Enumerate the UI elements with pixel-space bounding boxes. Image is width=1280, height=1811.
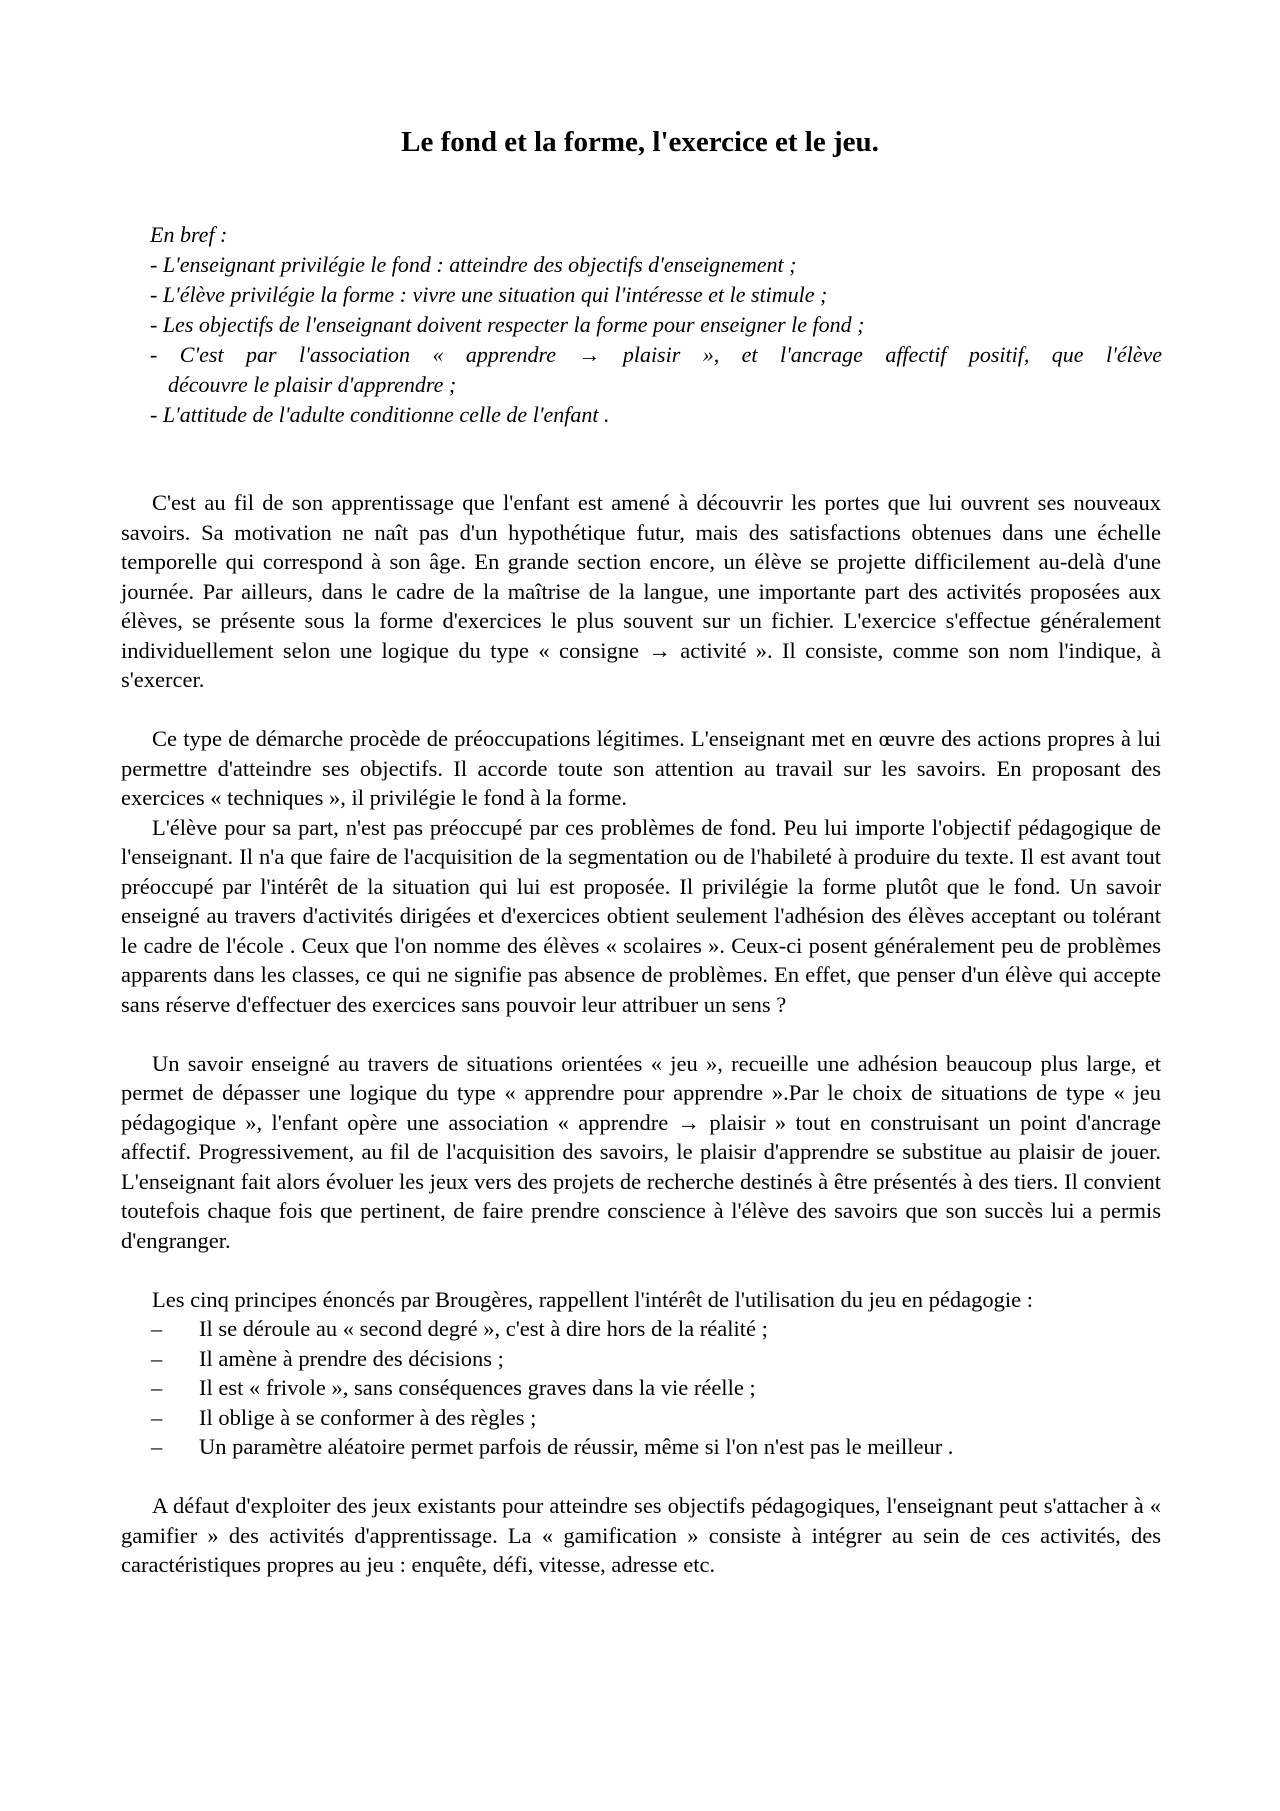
- list-dash: –: [151, 1434, 163, 1459]
- list-item: [121, 1314, 1161, 1344]
- principles-list: [121, 1314, 1161, 1462]
- summary-box: [150, 220, 1162, 430]
- list-item-text: Il amène à prendre des décisions ;: [199, 1345, 504, 1371]
- paragraph-spacer: [121, 1462, 1161, 1492]
- list-item: [121, 1344, 1161, 1374]
- paragraph: Ce type de démarche procède de préoccupations légitimes. L'enseignant met en œuvre des actions propres à lui permettre d'atteindre ses objectifs. Il accorde toute son attention au travail sur les savoirs. En proposant des exercices « techniques », il privilégie le fond à la forme.: [121, 726, 1161, 810]
- page-title: Le fond et la forme, l'exercice et le jeu.: [401, 126, 879, 158]
- summary-heading: En bref :: [150, 222, 228, 247]
- summary-point: - L'attitude de l'adulte conditionne celle de l'enfant .: [150, 402, 610, 427]
- list-item-text: Il se déroule au « second degré », c'est à dire hors de la réalité ;: [199, 1316, 768, 1341]
- paragraph: Les cinq principes énoncés par Brougères, rappellent l'intérêt de l'utilisation du jeu en pédagogie :: [152, 1286, 1033, 1312]
- summary-point: - C'est par l'association « apprendre → plaisir », et l'ancrage affectif positif, que l'élève: [150, 342, 1162, 367]
- body-text: [121, 488, 1161, 1580]
- list-item: [121, 1373, 1161, 1403]
- paragraph-spacer: [121, 1019, 1161, 1049]
- list-dash: –: [151, 1345, 163, 1371]
- list-dash: –: [151, 1316, 163, 1341]
- summary-point: - L'enseignant privilégie le fond : atteindre des objectifs d'enseignement ;: [150, 252, 797, 277]
- list-item: [121, 1403, 1161, 1433]
- list-item-text: Un paramètre aléatoire permet parfois de réussir, même si l'on n'est pas le meilleur .: [199, 1434, 954, 1459]
- summary-point-continuation: découvre le plaisir d'apprendre ;: [168, 372, 457, 397]
- summary-point: - Les objectifs de l'enseignant doivent respecter la forme pour enseigner le fond ;: [150, 312, 865, 337]
- paragraph-spacer: [121, 695, 1161, 725]
- paragraph: L'élève pour sa part, n'est pas préoccupé par ces problèmes de fond. Peu lui importe l'objectif pédagogique de l'enseignant. Il n'a que faire de l'acquisition de la segmentation ou de l'habileté à produire du texte. Il est avant tout préoccupé par l'intérêt de la situation qui lui est proposée. Il privilégie la forme plutôt que le fond. Un savoir enseigné au travers d'activités dirigées et d'exercices obtient seulement l'adhésion des élèves acceptant ou tolérant le cadre de l'école . Ceux que l'on nomme des élèves « scolaires ». Ceux-ci posent généralement peu de problèmes apparents dans les classes, ce qui ne signifie pas absence de problèmes. En effet, que penser d'un élève qui accepte sans réserve d'effectuer des exercices sans pouvoir leur attribuer un sens ?: [121, 814, 1161, 1017]
- paragraph-spacer: [121, 1255, 1161, 1285]
- list-item-text: Il est « frivole », sans conséquences graves dans la vie réelle ;: [199, 1375, 756, 1400]
- list-dash: –: [151, 1375, 163, 1400]
- list-item: [121, 1432, 1161, 1462]
- paragraph: C'est au fil de son apprentissage que l'enfant est amené à découvrir les portes que lui ouvrent ses nouveaux savoirs. Sa motivation ne naît pas d'un hypothétique futur, mais des satisfactions obtenues dans une échelle temporelle qui correspond à son âge. En grande section encore, un élève se projette difficilement au-delà d'une journée. Par ailleurs, dans le cadre de la maîtrise de la langue, une importante part des activités proposées aux élèves, se présente sous la forme d'exercices le plus souvent sur un fichier. L'exercice s'effectue généralement individuellement selon une logique du type « consigne → activité ». Il consiste, comme son nom l'indique, à s'exercer.: [121, 490, 1161, 692]
- summary-point: - L'élève privilégie la forme : vivre une situation qui l'intéresse et le stimule ;: [150, 282, 828, 307]
- paragraph: Un savoir enseigné au travers de situations orientées « jeu », recueille une adhésion beaucoup plus large, et permet de dépasser une logique du type « apprendre pour apprendre ».Par le choix de situations de type « jeu pédagogique », l'enfant opère une association « apprendre → plaisir » tout en construisant un point d'ancrage affectif. Progressivement, au fil de l'acquisition des savoirs, le plaisir d'apprendre se substitue au plaisir de jouer. L'enseignant fait alors évoluer les jeux vers des projets de recherche destinés à être présentés à des tiers. Il convient toutefois chaque fois que pertinent, de faire prendre conscience à l'élève des savoirs que son succès lui a permis d'engranger.: [121, 1050, 1161, 1253]
- list-item-text: Il oblige à se conformer à des règles ;: [199, 1404, 537, 1430]
- list-dash: –: [151, 1404, 163, 1430]
- paragraph: A défaut d'exploiter des jeux existants pour atteindre ses objectifs pédagogiques, l'enseignant peut s'attacher à « gamifier » des activités d'apprentissage. La « gamification » consiste à intégrer au sein de ces activités, des caractéristiques propres au jeu : enquête, défi, vitesse, adresse etc.: [121, 1493, 1161, 1577]
